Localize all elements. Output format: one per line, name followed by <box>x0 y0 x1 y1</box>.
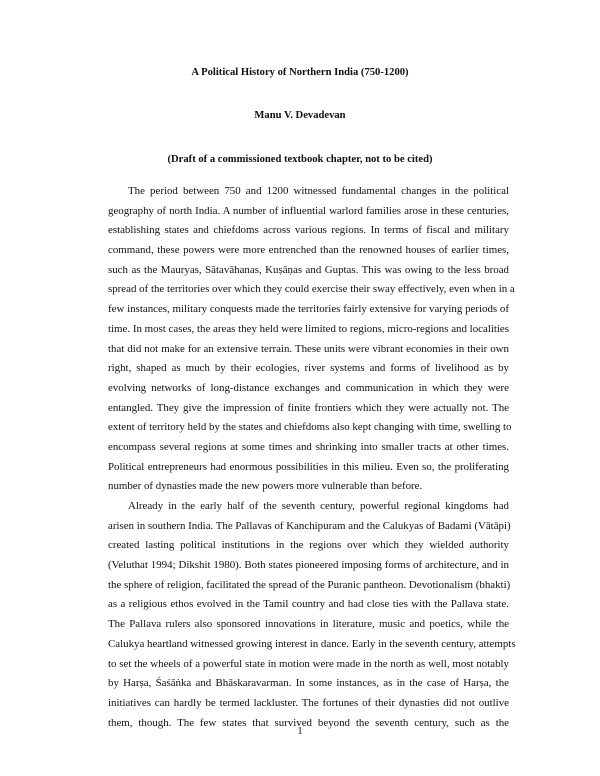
text-line: them, though. The few states that survived beyond the seventh century, such as the <box>108 716 509 729</box>
body-text <box>108 182 516 733</box>
text-line: (Veluthat 1994; Dikshit 1980). Both states pioneered imposing forms of architecture, and in <box>108 559 509 572</box>
text-line: that did not make for an extensive terrain. These units were vibrant economies in their own <box>108 342 509 355</box>
paragraph-1 <box>108 182 515 497</box>
text-line: evolving networks of long-distance exchanges and communication in which they were <box>108 381 509 394</box>
text-line: extent of territory held by the states and chiefdoms also kept changing with time, swelling to <box>108 421 512 434</box>
draft-note: (Draft of a commissioned textbook chapter, not to be cited) <box>167 154 433 165</box>
text-line: right, shaped as much by their ecologies, river systems and forms of livelihood as by <box>108 362 509 375</box>
text-line: number of dynasties made the new powers more vulnerable than before. <box>108 480 423 493</box>
text-line: geography of north India. A number of influential warlord families arose in these centuries, <box>108 204 509 217</box>
text-line: time. In most cases, the areas they held were limited to regions, micro-regions and localities <box>108 322 509 335</box>
text-line: Political entrepreneurs had enormous possibilities in this milieu. Even so, the proliferating <box>108 460 509 473</box>
text-line: as a religious ethos evolved in the Tamil country and had close ties with the Pallava state. <box>108 598 509 611</box>
author-name: Manu V. Devadevan <box>254 110 346 121</box>
text-line: arisen in southern India. The Pallavas of Kanchipuram and the Calukyas of Badami (Vātāpi) <box>108 519 511 532</box>
text-line: initiatives can hardly be termed lackluster. The fortunes of their dynasties did not outlive <box>108 696 509 709</box>
text-line: entangled. They give the impression of finite frontiers which they were actually not. The <box>108 401 509 414</box>
text-line: the sphere of religion, facilitated the spread of the Puranic pantheon. Devotionalism (bhakti) <box>108 578 511 591</box>
text-line: command, these powers were more entrenched than the renowned houses of earlier times, <box>108 244 509 257</box>
text-line: few instances, military conquests made the territories fairly extensive for varying periods of <box>108 303 509 316</box>
text-line: by Harṣa, Śaśāṅka and Bhāskaravarman. In some instances, as in the case of Harṣa, the <box>108 677 509 690</box>
text-line: spread of the territories over which they could exercise their sway effectively, even when in a <box>108 283 515 296</box>
text-line: establishing states and chiefdoms across various regions. In terms of fiscal and military <box>108 224 509 237</box>
text-line: such as the Mauryas, Sātavāhanas, Kuṣāṇas and Guptas. This was owing to the less broad <box>108 263 509 276</box>
text-line: The period between 750 and 1200 witnessed fundamental changes in the political <box>128 185 509 197</box>
paragraph-2 <box>108 497 516 733</box>
text-line: The Pallava rulers also sponsored innovations in literature, music and poetics, while the <box>108 618 509 631</box>
text-line: Calukya heartland witnessed growing interest in dance. Early in the seventh century, attempts <box>108 637 516 650</box>
text-line: Already in the early half of the seventh century, powerful regional kingdoms had <box>128 500 509 512</box>
text-line: created lasting political institutions in the regions over which they wielded authority <box>108 539 509 552</box>
page-number: 1 <box>297 726 303 737</box>
text-line: encompass several regions at some times and shrinking into smaller tracts at other times. <box>108 440 509 453</box>
text-line: to set the wheels of a powerful state in motion were made in the north as well, most notably <box>108 657 509 670</box>
document-title: A Political History of Northern India (750-1200) <box>191 67 409 78</box>
